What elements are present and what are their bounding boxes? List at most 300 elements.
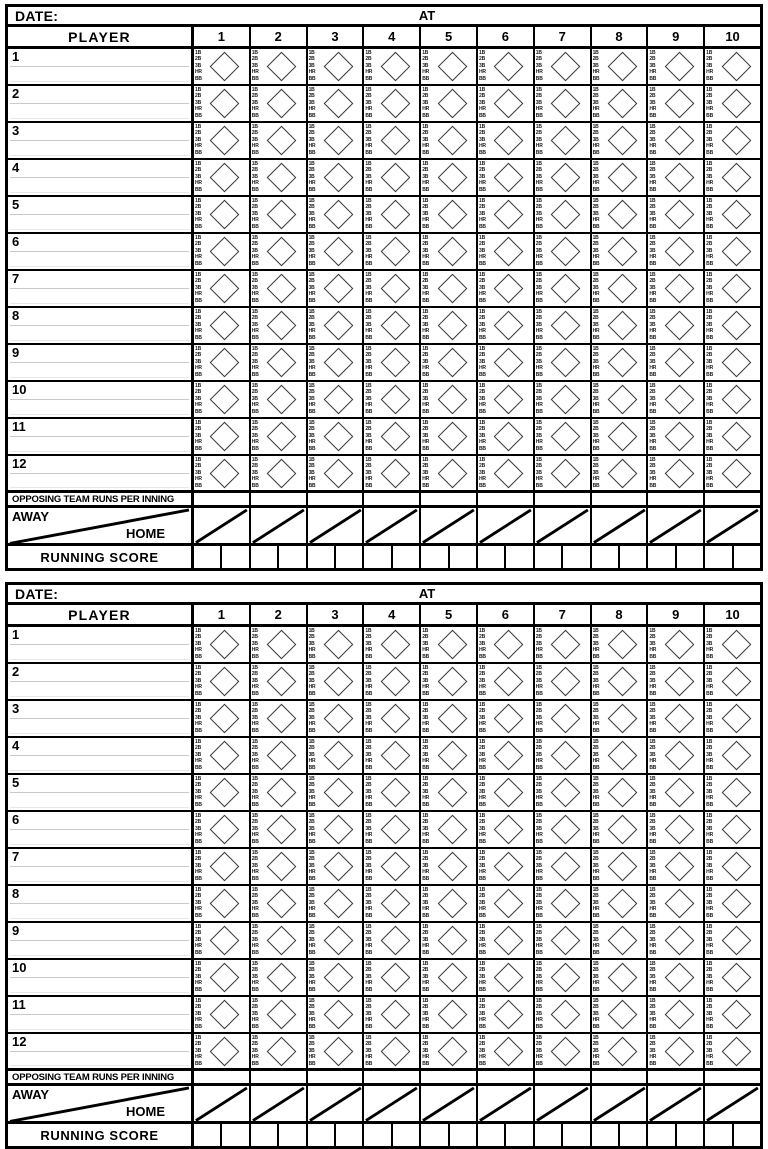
at-bat-outcome-label[interactable]: 3B	[592, 936, 599, 943]
player-name-field[interactable]	[8, 49, 194, 84]
player-name-field[interactable]	[8, 775, 194, 810]
at-bat-outcome-label[interactable]: HR	[365, 439, 373, 446]
running-score-subcell[interactable]	[364, 546, 392, 568]
at-bat-outcome-label[interactable]: 3B	[251, 136, 258, 143]
at-bat-cell[interactable]	[251, 308, 308, 343]
baseball-diamond-icon[interactable]	[608, 889, 638, 919]
running-score-subcell[interactable]	[308, 546, 336, 568]
at-bat-outcome-label[interactable]: 2B	[195, 1004, 201, 1011]
at-bat-outcome-label[interactable]: 3B	[649, 247, 656, 254]
at-bat-outcome-label[interactable]: 1B	[195, 124, 201, 130]
at-bat-outcome-label[interactable]: 1B	[365, 272, 372, 278]
at-bat-outcome-label[interactable]: BB	[592, 334, 600, 341]
baseball-diamond-icon[interactable]	[664, 778, 694, 808]
player-name-field[interactable]	[8, 664, 194, 699]
baseball-diamond-icon[interactable]	[494, 667, 524, 697]
at-bat-cell[interactable]	[535, 456, 592, 490]
at-bat-outcome-label[interactable]: BB	[308, 838, 316, 845]
at-bat-outcome-label[interactable]: 2B	[251, 671, 258, 678]
at-bat-cell[interactable]	[421, 923, 478, 958]
at-bat-outcome-label[interactable]: 2B	[478, 167, 485, 174]
at-bat-outcome-label[interactable]: BB	[478, 334, 486, 341]
at-bat-outcome-label[interactable]: 1B	[365, 961, 372, 967]
at-bat-cell[interactable]	[705, 49, 760, 84]
player-name-field[interactable]	[8, 849, 194, 884]
away-home-inning-cell[interactable]	[648, 1086, 705, 1121]
at-bat-outcome-label[interactable]: 1B	[592, 235, 599, 241]
at-bat-outcome-label[interactable]: 3B	[365, 210, 372, 217]
at-bat-outcome-label[interactable]: 3B	[535, 825, 542, 832]
at-bat-outcome-label[interactable]: 1B	[308, 235, 315, 241]
at-bat-outcome-label[interactable]: BB	[535, 482, 543, 489]
away-home-inning-cell[interactable]	[705, 1086, 760, 1121]
at-bat-cell[interactable]	[535, 271, 592, 306]
at-bat-outcome-label[interactable]: 3B	[308, 788, 315, 795]
at-bat-outcome-label[interactable]: 1B	[592, 346, 599, 352]
at-bat-outcome-label[interactable]: 3B	[535, 469, 542, 476]
running-score-subcell[interactable]	[194, 546, 222, 568]
at-bat-outcome-label[interactable]: 1B	[535, 161, 542, 167]
at-bat-outcome-label[interactable]: 2B	[195, 967, 201, 974]
at-bat-cell[interactable]	[194, 664, 251, 699]
at-bat-outcome-label[interactable]: 3B	[706, 862, 713, 869]
at-bat-cell[interactable]	[592, 160, 649, 195]
at-bat-outcome-label[interactable]: 3B	[535, 1010, 542, 1017]
at-bat-cell[interactable]	[648, 382, 705, 417]
baseball-diamond-icon[interactable]	[551, 741, 581, 771]
at-bat-outcome-label[interactable]: 1B	[535, 924, 542, 930]
at-bat-outcome-label[interactable]: BB	[365, 653, 373, 660]
at-bat-outcome-label[interactable]: HR	[422, 365, 430, 372]
at-bat-cell[interactable]	[364, 1034, 421, 1068]
baseball-diamond-icon[interactable]	[267, 274, 297, 304]
at-bat-outcome-label[interactable]: HR	[649, 832, 657, 839]
at-bat-outcome-label[interactable]: 2B	[592, 352, 599, 359]
at-bat-outcome-label[interactable]: 1B	[422, 87, 429, 93]
at-bat-outcome-label[interactable]: 3B	[365, 1047, 372, 1054]
at-bat-outcome-label[interactable]: HR	[706, 365, 713, 372]
player-name-field[interactable]	[8, 86, 194, 121]
at-bat-outcome-label[interactable]: HR	[251, 980, 259, 987]
at-bat-cell[interactable]	[194, 49, 251, 84]
baseball-diamond-icon[interactable]	[437, 778, 467, 808]
baseball-diamond-icon[interactable]	[664, 200, 694, 230]
baseball-diamond-icon[interactable]	[210, 458, 240, 488]
at-bat-cell[interactable]	[194, 960, 251, 995]
at-bat-outcome-label[interactable]: 3B	[649, 173, 656, 180]
at-bat-outcome-label[interactable]: 3B	[308, 247, 315, 254]
at-bat-outcome-label[interactable]: 1B	[535, 776, 542, 782]
at-bat-outcome-label[interactable]: BB	[251, 408, 259, 415]
at-bat-outcome-label[interactable]: 3B	[308, 284, 315, 291]
at-bat-outcome-label[interactable]: HR	[706, 402, 713, 409]
at-bat-outcome-label[interactable]: 1B	[706, 850, 713, 856]
at-bat-outcome-label[interactable]: HR	[649, 106, 657, 113]
at-bat-outcome-label[interactable]: 1B	[706, 235, 713, 241]
baseball-diamond-icon[interactable]	[324, 311, 354, 341]
at-bat-outcome-label[interactable]: 2B	[478, 389, 485, 396]
at-bat-outcome-label[interactable]: 2B	[706, 204, 713, 211]
baseball-diamond-icon[interactable]	[210, 889, 240, 919]
baseball-diamond-icon[interactable]	[380, 89, 410, 119]
at-bat-outcome-label[interactable]: 1B	[422, 124, 429, 130]
at-bat-cell[interactable]	[364, 308, 421, 343]
at-bat-outcome-label[interactable]: BB	[649, 371, 657, 378]
at-bat-outcome-label[interactable]: HR	[308, 328, 316, 335]
at-bat-outcome-label[interactable]: BB	[706, 445, 713, 452]
at-bat-outcome-label[interactable]: 1B	[592, 739, 599, 745]
at-bat-outcome-label[interactable]: 2B	[365, 671, 372, 678]
at-bat-outcome-label[interactable]: 1B	[422, 383, 429, 389]
at-bat-outcome-label[interactable]: BB	[649, 764, 657, 771]
at-bat-outcome-label[interactable]: 3B	[592, 358, 599, 365]
at-bat-outcome-label[interactable]: 1B	[592, 776, 599, 782]
at-bat-outcome-label[interactable]: HR	[706, 721, 713, 728]
at-bat-outcome-label[interactable]: HR	[308, 1054, 316, 1061]
baseball-diamond-icon[interactable]	[210, 348, 240, 378]
at-bat-outcome-label[interactable]: 3B	[365, 862, 372, 869]
at-bat-outcome-label[interactable]: 2B	[592, 634, 599, 641]
at-bat-outcome-label[interactable]: 2B	[251, 856, 258, 863]
running-score-subcell[interactable]	[421, 546, 449, 568]
at-bat-cell[interactable]	[364, 49, 421, 84]
baseball-diamond-icon[interactable]	[324, 926, 354, 956]
baseball-diamond-icon[interactable]	[267, 458, 297, 488]
at-bat-outcome-label[interactable]: 3B	[195, 936, 201, 943]
baseball-diamond-icon[interactable]	[380, 630, 410, 660]
at-bat-outcome-label[interactable]: 3B	[422, 1047, 429, 1054]
baseball-diamond-icon[interactable]	[494, 422, 524, 452]
at-bat-outcome-label[interactable]: 1B	[195, 702, 201, 708]
at-bat-outcome-label[interactable]: HR	[592, 291, 600, 298]
at-bat-outcome-label[interactable]: 2B	[649, 167, 656, 174]
at-bat-outcome-label[interactable]: 2B	[649, 634, 656, 641]
baseball-diamond-icon[interactable]	[324, 704, 354, 734]
at-bat-outcome-label[interactable]: BB	[592, 186, 600, 193]
at-bat-outcome-label[interactable]: 3B	[308, 321, 315, 328]
at-bat-outcome-label[interactable]: 3B	[478, 1047, 485, 1054]
at-bat-outcome-label[interactable]: HR	[365, 721, 373, 728]
at-bat-outcome-label[interactable]: 1B	[422, 198, 429, 204]
baseball-diamond-icon[interactable]	[210, 89, 240, 119]
at-bat-outcome-label[interactable]: BB	[422, 223, 430, 230]
at-bat-cell[interactable]	[251, 345, 308, 380]
at-bat-cell[interactable]	[648, 960, 705, 995]
at-bat-outcome-label[interactable]: 1B	[478, 887, 485, 893]
at-bat-outcome-label[interactable]: 1B	[706, 739, 713, 745]
baseball-diamond-icon[interactable]	[494, 274, 524, 304]
at-bat-outcome-label[interactable]: 1B	[365, 50, 372, 56]
at-bat-outcome-label[interactable]: 3B	[195, 284, 201, 291]
at-bat-cell[interactable]	[308, 382, 365, 417]
at-bat-cell[interactable]	[705, 1034, 760, 1068]
at-bat-outcome-label[interactable]: 3B	[535, 714, 542, 721]
at-bat-outcome-label[interactable]: HR	[195, 906, 202, 913]
baseball-diamond-icon[interactable]	[551, 237, 581, 267]
at-bat-outcome-label[interactable]: HR	[649, 143, 657, 150]
at-bat-outcome-label[interactable]: 1B	[649, 924, 656, 930]
at-bat-outcome-label[interactable]: HR	[251, 106, 259, 113]
at-bat-outcome-label[interactable]: 2B	[195, 56, 201, 63]
at-bat-cell[interactable]	[194, 197, 251, 232]
player-name-field[interactable]	[8, 960, 194, 995]
at-bat-outcome-label[interactable]: 1B	[535, 87, 542, 93]
opposing-runs-cell[interactable]	[251, 1071, 308, 1083]
baseball-diamond-icon[interactable]	[721, 889, 751, 919]
at-bat-outcome-label[interactable]: 1B	[251, 998, 258, 1004]
baseball-diamond-icon[interactable]	[664, 704, 694, 734]
at-bat-outcome-label[interactable]: 3B	[422, 358, 429, 365]
at-bat-cell[interactable]	[251, 271, 308, 306]
at-bat-outcome-label[interactable]: BB	[535, 334, 543, 341]
at-bat-outcome-label[interactable]: HR	[195, 1054, 202, 1061]
at-bat-outcome-label[interactable]: 3B	[706, 321, 713, 328]
at-bat-outcome-label[interactable]: 3B	[478, 469, 485, 476]
at-bat-outcome-label[interactable]: BB	[422, 949, 430, 956]
at-bat-outcome-label[interactable]: 2B	[422, 56, 429, 63]
at-bat-outcome-label[interactable]: 2B	[592, 819, 599, 826]
at-bat-outcome-label[interactable]: 3B	[592, 469, 599, 476]
at-bat-outcome-label[interactable]: 2B	[365, 930, 372, 937]
running-score-subcell[interactable]	[308, 1124, 336, 1146]
at-bat-outcome-label[interactable]: BB	[365, 334, 373, 341]
at-bat-outcome-label[interactable]: HR	[251, 291, 259, 298]
at-bat-outcome-label[interactable]: BB	[706, 297, 713, 304]
at-bat-outcome-label[interactable]: 3B	[478, 677, 485, 684]
running-score-subcell[interactable]	[222, 546, 248, 568]
at-bat-outcome-label[interactable]: 1B	[251, 272, 258, 278]
at-bat-outcome-label[interactable]: BB	[649, 801, 657, 808]
at-bat-outcome-label[interactable]: BB	[308, 112, 316, 119]
at-bat-outcome-label[interactable]: 3B	[535, 751, 542, 758]
at-bat-outcome-label[interactable]: 3B	[422, 1010, 429, 1017]
at-bat-outcome-label[interactable]: 3B	[308, 714, 315, 721]
at-bat-outcome-label[interactable]: 3B	[592, 788, 599, 795]
at-bat-outcome-label[interactable]: BB	[649, 1023, 657, 1030]
at-bat-outcome-label[interactable]: HR	[478, 869, 486, 876]
at-bat-outcome-label[interactable]: 2B	[592, 130, 599, 137]
at-bat-outcome-label[interactable]: 3B	[365, 432, 372, 439]
at-bat-outcome-label[interactable]: 2B	[195, 930, 201, 937]
at-bat-outcome-label[interactable]: 3B	[308, 469, 315, 476]
at-bat-outcome-label[interactable]: BB	[649, 690, 657, 697]
baseball-diamond-icon[interactable]	[267, 348, 297, 378]
at-bat-outcome-label[interactable]: HR	[478, 180, 486, 187]
baseball-diamond-icon[interactable]	[324, 815, 354, 845]
at-bat-outcome-label[interactable]: 3B	[592, 714, 599, 721]
at-bat-outcome-label[interactable]: 1B	[308, 850, 315, 856]
at-bat-outcome-label[interactable]: 1B	[195, 665, 201, 671]
at-bat-outcome-label[interactable]: 1B	[478, 198, 485, 204]
at-bat-outcome-label[interactable]: BB	[365, 838, 373, 845]
at-bat-outcome-label[interactable]: 2B	[195, 204, 201, 211]
at-bat-outcome-label[interactable]: 1B	[592, 420, 599, 426]
at-bat-outcome-label[interactable]: 2B	[365, 130, 372, 137]
at-bat-outcome-label[interactable]: 3B	[649, 432, 656, 439]
at-bat-outcome-label[interactable]: BB	[649, 186, 657, 193]
at-bat-cell[interactable]	[648, 812, 705, 847]
at-bat-cell[interactable]	[251, 197, 308, 232]
at-bat-outcome-label[interactable]: 3B	[365, 136, 372, 143]
at-bat-outcome-label[interactable]: 3B	[649, 936, 656, 943]
at-bat-outcome-label[interactable]: 2B	[365, 856, 372, 863]
baseball-diamond-icon[interactable]	[551, 200, 581, 230]
player-name-field[interactable]	[8, 812, 194, 847]
at-bat-outcome-label[interactable]: 1B	[251, 346, 258, 352]
at-bat-outcome-label[interactable]: 2B	[365, 204, 372, 211]
at-bat-outcome-label[interactable]: 3B	[422, 862, 429, 869]
at-bat-outcome-label[interactable]: BB	[195, 1023, 202, 1030]
at-bat-outcome-label[interactable]: 2B	[251, 967, 258, 974]
at-bat-cell[interactable]	[308, 419, 365, 454]
at-bat-outcome-label[interactable]: 1B	[535, 383, 542, 389]
at-bat-outcome-label[interactable]: BB	[422, 690, 430, 697]
at-bat-cell[interactable]	[364, 960, 421, 995]
at-bat-outcome-label[interactable]: 1B	[478, 998, 485, 1004]
at-bat-outcome-label[interactable]: 3B	[195, 469, 201, 476]
at-bat-outcome-label[interactable]: BB	[592, 875, 600, 882]
at-bat-outcome-label[interactable]: 2B	[592, 315, 599, 322]
at-bat-outcome-label[interactable]: 3B	[308, 936, 315, 943]
baseball-diamond-icon[interactable]	[267, 126, 297, 156]
at-bat-outcome-label[interactable]: 2B	[706, 967, 713, 974]
at-bat-outcome-label[interactable]: 2B	[649, 1041, 656, 1048]
at-bat-outcome-label[interactable]: BB	[592, 260, 600, 267]
at-bat-outcome-label[interactable]: HR	[365, 180, 373, 187]
at-bat-cell[interactable]	[308, 923, 365, 958]
player-name-field[interactable]	[8, 1034, 194, 1068]
at-bat-outcome-label[interactable]: BB	[535, 260, 543, 267]
at-bat-outcome-label[interactable]: 1B	[422, 272, 429, 278]
at-bat-outcome-label[interactable]: 3B	[195, 825, 201, 832]
at-bat-outcome-label[interactable]: BB	[706, 408, 713, 415]
baseball-diamond-icon[interactable]	[380, 1000, 410, 1030]
at-bat-cell[interactable]	[364, 997, 421, 1032]
baseball-diamond-icon[interactable]	[551, 963, 581, 993]
at-bat-outcome-label[interactable]: HR	[535, 906, 543, 913]
at-bat-cell[interactable]	[535, 86, 592, 121]
at-bat-cell[interactable]	[592, 886, 649, 921]
at-bat-outcome-label[interactable]: HR	[195, 106, 202, 113]
baseball-diamond-icon[interactable]	[721, 815, 751, 845]
at-bat-outcome-label[interactable]: 3B	[365, 973, 372, 980]
at-bat-outcome-label[interactable]: HR	[535, 684, 543, 691]
at-bat-outcome-label[interactable]: BB	[365, 112, 373, 119]
at-bat-outcome-label[interactable]: BB	[308, 223, 316, 230]
at-bat-outcome-label[interactable]: 3B	[422, 899, 429, 906]
at-bat-outcome-label[interactable]: 3B	[535, 1047, 542, 1054]
at-bat-outcome-label[interactable]: 3B	[706, 640, 713, 647]
at-bat-cell[interactable]	[535, 419, 592, 454]
at-bat-cell[interactable]	[478, 775, 535, 810]
at-bat-outcome-label[interactable]: 1B	[706, 628, 713, 634]
at-bat-outcome-label[interactable]: 2B	[592, 278, 599, 285]
baseball-diamond-icon[interactable]	[210, 704, 240, 734]
at-bat-outcome-label[interactable]: HR	[365, 647, 373, 654]
at-bat-cell[interactable]	[364, 738, 421, 773]
at-bat-outcome-label[interactable]: 2B	[195, 671, 201, 678]
baseball-diamond-icon[interactable]	[608, 926, 638, 956]
at-bat-outcome-label[interactable]: 1B	[535, 702, 542, 708]
at-bat-outcome-label[interactable]: BB	[706, 149, 713, 156]
at-bat-outcome-label[interactable]: HR	[251, 180, 259, 187]
baseball-diamond-icon[interactable]	[380, 348, 410, 378]
at-bat-outcome-label[interactable]: BB	[308, 334, 316, 341]
at-bat-outcome-label[interactable]: 1B	[535, 1035, 542, 1041]
at-bat-cell[interactable]	[308, 345, 365, 380]
at-bat-outcome-label[interactable]: 1B	[592, 961, 599, 967]
at-bat-outcome-label[interactable]: 1B	[649, 739, 656, 745]
at-bat-cell[interactable]	[251, 627, 308, 662]
at-bat-outcome-label[interactable]: HR	[422, 869, 430, 876]
at-bat-outcome-label[interactable]: 2B	[251, 241, 258, 248]
at-bat-outcome-label[interactable]: 2B	[649, 426, 656, 433]
at-bat-outcome-label[interactable]: 1B	[592, 198, 599, 204]
at-bat-cell[interactable]	[251, 160, 308, 195]
at-bat-outcome-label[interactable]: 3B	[535, 321, 542, 328]
at-bat-outcome-label[interactable]: 1B	[592, 924, 599, 930]
baseball-diamond-icon[interactable]	[437, 385, 467, 415]
baseball-diamond-icon[interactable]	[721, 52, 751, 82]
player-name-field[interactable]	[8, 197, 194, 232]
at-bat-outcome-label[interactable]: 3B	[251, 862, 258, 869]
at-bat-outcome-label[interactable]: 3B	[308, 62, 315, 69]
at-bat-outcome-label[interactable]: 2B	[649, 893, 656, 900]
at-bat-outcome-label[interactable]: 3B	[592, 640, 599, 647]
at-bat-outcome-label[interactable]: 3B	[649, 358, 656, 365]
baseball-diamond-icon[interactable]	[267, 1000, 297, 1030]
at-bat-outcome-label[interactable]: HR	[195, 684, 202, 691]
at-bat-outcome-label[interactable]: 3B	[251, 1047, 258, 1054]
baseball-diamond-icon[interactable]	[551, 1036, 581, 1066]
at-bat-outcome-label[interactable]: 2B	[535, 708, 542, 715]
at-bat-cell[interactable]	[705, 664, 760, 699]
at-bat-outcome-label[interactable]: 2B	[251, 167, 258, 174]
at-bat-outcome-label[interactable]: 1B	[365, 457, 372, 463]
at-bat-cell[interactable]	[421, 997, 478, 1032]
at-bat-outcome-label[interactable]: BB	[251, 334, 259, 341]
baseball-diamond-icon[interactable]	[551, 889, 581, 919]
at-bat-outcome-label[interactable]: 1B	[195, 50, 201, 56]
at-bat-outcome-label[interactable]: HR	[365, 217, 373, 224]
baseball-diamond-icon[interactable]	[494, 889, 524, 919]
at-bat-outcome-label[interactable]: 1B	[649, 272, 656, 278]
at-bat-outcome-label[interactable]: BB	[365, 223, 373, 230]
at-bat-outcome-label[interactable]: 2B	[535, 856, 542, 863]
at-bat-outcome-label[interactable]: 3B	[535, 210, 542, 217]
at-bat-outcome-label[interactable]: HR	[365, 980, 373, 987]
at-bat-outcome-label[interactable]: 2B	[535, 352, 542, 359]
at-bat-cell[interactable]	[194, 86, 251, 121]
opposing-runs-cell[interactable]	[705, 493, 760, 505]
baseball-diamond-icon[interactable]	[437, 311, 467, 341]
at-bat-outcome-label[interactable]: BB	[365, 727, 373, 734]
at-bat-outcome-label[interactable]: 2B	[535, 167, 542, 174]
running-score-subcell[interactable]	[563, 546, 589, 568]
at-bat-outcome-label[interactable]: 1B	[649, 776, 656, 782]
at-bat-outcome-label[interactable]: 3B	[195, 358, 201, 365]
at-bat-outcome-label[interactable]: 3B	[706, 1010, 713, 1017]
at-bat-cell[interactable]	[478, 49, 535, 84]
at-bat-outcome-label[interactable]: HR	[422, 180, 430, 187]
at-bat-cell[interactable]	[421, 271, 478, 306]
at-bat-outcome-label[interactable]: 3B	[308, 825, 315, 832]
at-bat-outcome-label[interactable]: HR	[706, 180, 713, 187]
player-name-field[interactable]	[8, 701, 194, 736]
baseball-diamond-icon[interactable]	[721, 422, 751, 452]
at-bat-outcome-label[interactable]: HR	[592, 647, 600, 654]
at-bat-outcome-label[interactable]: 1B	[592, 887, 599, 893]
